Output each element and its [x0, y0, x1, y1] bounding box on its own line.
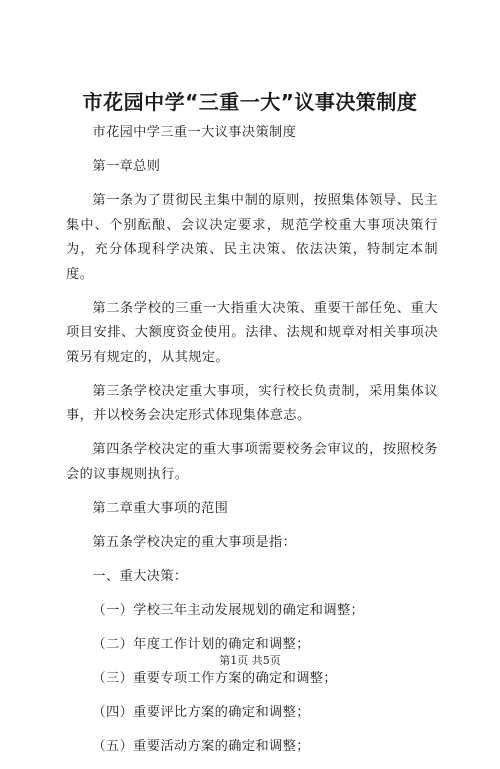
chapter-heading: 第二章重大事项的范围	[92, 500, 229, 516]
article-paragraph: 第一条为了贯彻民主集中制的原则，按照集体领导、民主集中、个别酝酿、会议决定要求，规范学校重大事项决策行为，充分体现科学决策、民主决策、依法决策，特制定本制度。	[66, 193, 438, 282]
document-body	[66, 121, 438, 769]
list-item: （五）重要活动方案的确定和调整；	[92, 738, 310, 754]
article-paragraph: 第三条学校决定重大事项，实行校长负责制，采用集体议事，并以校务会决定形式体现集体意志。	[66, 383, 438, 423]
list-item: （一）学校三年主动发展规划的确定和调整；	[92, 602, 365, 618]
section-heading: 一、重大决策：	[92, 568, 188, 584]
document-title: 市花园中学“三重一大”议事决策制度	[82, 90, 418, 114]
subtitle-paragraph: 市花园中学三重一大议事决策制度	[92, 125, 297, 140]
article-paragraph: 第四条学校决定的重大事项需要校务会审议的，按照校务会的议事规则执行。	[66, 442, 438, 482]
list-item: （二）年度工作计划的确定和调整；	[92, 636, 310, 652]
article-paragraph: 第二条学校的三重一大指重大决策、重要干部任免、重大项目安排、大额度资金使用。法律、法规和规章对相关事项决策另有规定的，从其规定。	[66, 300, 438, 365]
article-paragraph: 第五条学校决定的重大事项是指：	[92, 534, 297, 550]
list-item: （四）重要评比方案的确定和调整；	[92, 704, 310, 720]
list-item: （三）重要专项工作方案的确定和调整；	[92, 670, 337, 686]
page-number-footer: 第1页 共5页	[219, 654, 281, 667]
chapter-heading: 第一章总则	[92, 159, 161, 174]
